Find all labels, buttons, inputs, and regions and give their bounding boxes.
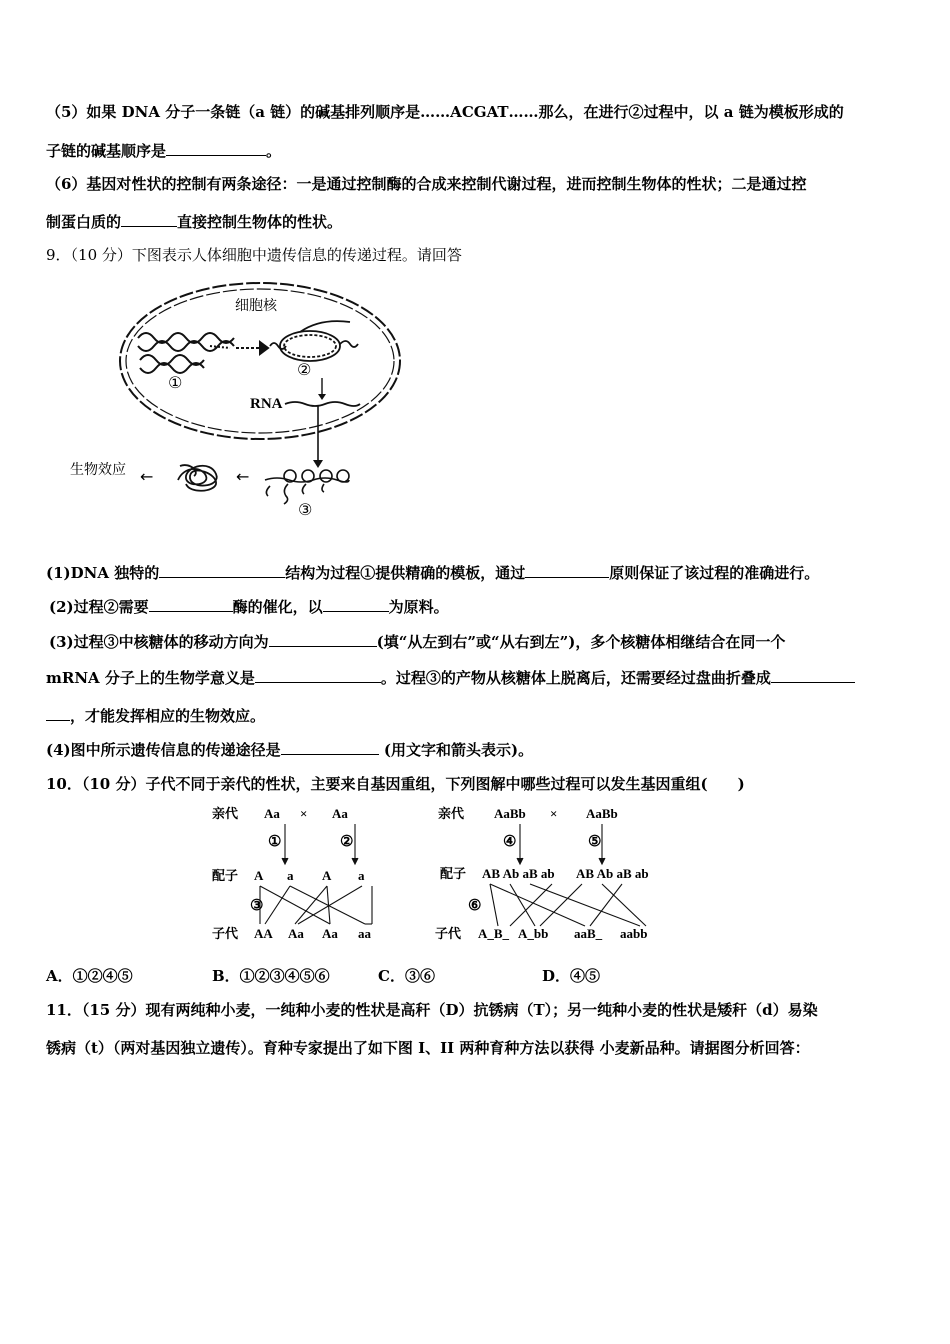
gametes-left: AB Ab aB ab xyxy=(482,866,555,881)
q11-line-1: 11．（15 分）现有两纯种小麦，一纯种小麦的性状是高秆（D）抗锈病（T）；另一纯种小麦的性状是矮秆（d）易染 xyxy=(46,1001,818,1019)
answer-blank[interactable] xyxy=(525,562,609,578)
option-b[interactable]: B．①②③④⑤⑥ xyxy=(212,967,330,985)
parent-genotype: AaBb xyxy=(586,806,618,821)
q8-line-6a: （6）基因对性状的控制有两条途径：一是通过控制酶的合成来控制代谢过程，进而控制生物体的性状；二是通过控 xyxy=(46,175,807,193)
ribosomes-icon xyxy=(265,470,349,504)
dna-replication-icon xyxy=(138,333,268,373)
nucleus-label: 细胞核 xyxy=(235,298,277,314)
answer-blank[interactable] xyxy=(269,631,377,647)
offspring-label: 子代 xyxy=(435,926,462,941)
gamete: a xyxy=(287,868,294,883)
gamete-label: 配子 xyxy=(212,868,239,883)
offspring: aaB_ xyxy=(574,926,603,941)
step-6-label: ⑥ xyxy=(468,898,482,914)
answer-blank[interactable] xyxy=(159,562,285,578)
q9-header: 9．（10 分）下图表示人体细胞中遗传信息的传递过程。请回答 xyxy=(46,246,462,264)
answer-blank[interactable] xyxy=(323,596,389,612)
cross-symbol: × xyxy=(550,806,558,821)
biological-effect-label: 生物效应 xyxy=(70,462,126,478)
parent-label: 亲代 xyxy=(438,806,465,821)
option-a[interactable]: A．①②④⑤ xyxy=(46,967,133,985)
gamete: a xyxy=(358,868,365,883)
offspring-label: 子代 xyxy=(212,926,239,941)
gene-recombination-figure xyxy=(210,800,670,950)
option-c[interactable]: C．③⑥ xyxy=(378,967,435,985)
answer-blank[interactable] xyxy=(149,596,233,612)
protein-coil-icon xyxy=(178,465,217,491)
arrow-left-icon: ← xyxy=(140,467,154,486)
step-2-label: ② xyxy=(340,834,354,850)
parent-genotype: Aa xyxy=(264,806,280,821)
step-4-label: ④ xyxy=(503,834,517,850)
step-1-label: ① xyxy=(268,834,282,850)
step-5-label: ⑤ xyxy=(588,834,602,850)
gamete-label: 配子 xyxy=(440,866,467,881)
offspring: AA xyxy=(254,926,273,941)
answer-blank[interactable] xyxy=(46,705,70,721)
offspring: A_B_ xyxy=(478,926,510,941)
offspring: Aa xyxy=(288,926,304,941)
gametes-right: AB Ab aB ab xyxy=(576,866,649,881)
offspring: Aa xyxy=(322,926,338,941)
step-1-label: ① xyxy=(168,373,183,392)
offspring: aa xyxy=(358,926,371,941)
q11-line-2: 锈病（t）（两对基因独立遗传）。育种专家提出了如下图 I、II 两种育种方法以获得 小麦新品种。请据图分析回答： xyxy=(46,1039,810,1057)
step-2-label: ② xyxy=(297,360,312,379)
step-3-label: ③ xyxy=(298,500,313,519)
q9-sub-2: (2)过程②需要 酶的催化，以 为原料。 xyxy=(49,598,449,616)
parent-genotype: Aa xyxy=(332,806,348,821)
parent-label: 亲代 xyxy=(212,806,239,821)
answer-blank[interactable] xyxy=(255,667,381,683)
cross-symbol: × xyxy=(300,806,308,821)
offspring: A_bb xyxy=(518,926,549,941)
q9-sub-3b: mRNA 分子上的生物学意义是 。过程③的产物从核糖体上脱离后，还需要经过盘曲折叠成 xyxy=(46,667,855,688)
answer-blank[interactable] xyxy=(281,739,379,755)
rna-strand xyxy=(285,402,360,406)
answer-blank[interactable] xyxy=(771,667,855,683)
q9-sub-4: (4)图中所示遗传信息的传递途径是 (用文字和箭头表示)。 xyxy=(46,741,534,759)
gamete: A xyxy=(254,868,264,883)
answer-blank[interactable] xyxy=(166,140,266,156)
answer-blank[interactable] xyxy=(121,211,177,227)
rna-label: RNA xyxy=(250,396,283,412)
q9-sub-3c: ，才能发挥相应的生物效应。 xyxy=(46,705,265,726)
gamete: A xyxy=(322,868,332,883)
q8-line-6b: 制蛋白质的 直接控制生物体的性状。 xyxy=(46,213,343,231)
option-d[interactable]: D．④⑤ xyxy=(542,967,601,985)
q9-sub-1: (1)DNA 独特的 结构为过程①提供精确的模板，通过 原则保证了该过程的准确进行。 xyxy=(46,564,820,582)
parent-genotype: AaBb xyxy=(494,806,526,821)
q9-sub-3a: (3)过程③中核糖体的移动方向为 (填“从左到右”或“从右到左”)，多个核糖体相继结合在同一个 xyxy=(49,633,786,651)
offspring: aabb xyxy=(620,926,648,941)
q8-line-5a: （5）如果 DNA 分子一条链（a 链）的碱基排列顺序是……ACGAT……那么，在进行②过程中，以 a 链为模板形成的 xyxy=(46,103,844,121)
q8-line-5b: 子链的碱基顺序是 。 xyxy=(46,142,282,160)
arrow-left-icon: ← xyxy=(236,467,250,486)
transcription-icon xyxy=(270,321,358,361)
step-3-label: ③ xyxy=(250,898,264,914)
gene-expression-figure xyxy=(60,280,420,520)
q10-header: 10．（10 分）子代不同于亲代的性状，主要来自基因重组，下列图解中哪些过程可以发生基因重组( ) xyxy=(46,775,745,793)
